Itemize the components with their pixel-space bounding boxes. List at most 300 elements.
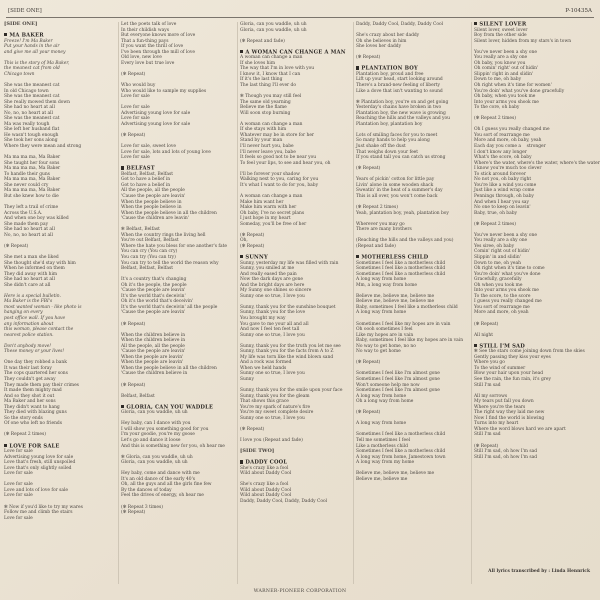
lyric-line: Oh baby, I've no secret plans — [240, 210, 305, 216]
lyric-line: Sunny, yesterday my life was filled with rain — [240, 260, 339, 266]
lyric-line: One day they robbed a bank — [4, 360, 67, 366]
lyric-line: (Repeat and fade) — [356, 243, 396, 249]
lyric-line: Sometimes I feel like a motherless child — [356, 432, 446, 438]
lyric-line: Wild about Daddy Cool — [240, 471, 292, 477]
lyric-line: Plantation boy, the new wave is growing — [356, 110, 446, 116]
lyric-line: Follow me and climb the stairs — [4, 510, 73, 516]
lyric-line: 'Cause the people are leavin' — [121, 288, 186, 294]
lyric-line: Ma ma ma ma, Ma Baker — [4, 188, 61, 194]
lyric-line: Just shake off the dust — [356, 144, 406, 150]
lyric-line: He wasn't tough enough — [4, 132, 59, 138]
lyric-line: Oh I guess you really changed me — [474, 127, 550, 133]
lyric-line: Hey baby, come and dance with me — [121, 471, 200, 477]
lyric-line: Ma ma ma ma, Ma Baker — [4, 155, 61, 161]
song-title: MA BAKER — [4, 33, 114, 39]
lyric-line: You really are a shy one — [474, 238, 528, 244]
lyric-line: Love for sale — [121, 94, 150, 100]
lyric-line: Yes siree, oh baby — [474, 243, 515, 249]
lyric-line: Love for sale — [4, 482, 33, 488]
lyric-line: She took her sons along — [4, 138, 58, 144]
lyric-line: Still I'm sad — [474, 432, 501, 438]
lyric-line: Belfast, Belfast, Belfast — [121, 266, 174, 272]
lyric-line: ✻ Gloria, can you waddle, uh uh — [121, 454, 193, 460]
lyric-line: No way to get home, no no — [356, 343, 416, 349]
lyric-line: ✻ Belfast, Belfast — [121, 227, 160, 233]
lyric-line: ✻ Now if you'd like to try my wares — [4, 504, 83, 510]
column-divider — [118, 22, 119, 584]
lyric-line: The last thing I'll ever do — [240, 83, 296, 89]
lyric-line: You brought my way — [240, 315, 286, 321]
lyric-line: Plantation boy, plantation boy — [356, 121, 423, 127]
lyric-line: To the core, oh baby — [474, 105, 520, 111]
lyric-line: Belfast, Belfast, Belfast — [121, 171, 174, 177]
lyric-line: nearest police station. — [4, 332, 54, 338]
lyric-line: You really are a shy one — [474, 55, 528, 61]
song-title: GLORIA, CAN YOU WADDLE — [121, 405, 231, 411]
lyric-line: (✻ Repeat) — [356, 55, 381, 61]
lyric-line: A woman can change a man — [240, 193, 303, 199]
lyric-line: Like my hopes are in vain — [356, 332, 414, 338]
lyric-line: When he informed on them — [4, 266, 65, 272]
lyric-line: Gently passing they kiss your eyes — [474, 354, 551, 360]
lyric-line: I'll never hurt you, babe — [240, 144, 294, 150]
lyrics-column-5 — [474, 21, 600, 584]
lyric-line: They couldn't get away — [4, 377, 56, 382]
lyric-line: Love for sale — [4, 515, 33, 521]
column-divider — [353, 22, 354, 584]
lyric-line: They didn't want to hang — [4, 404, 60, 410]
lyric-line: Sunny one so true, I love you — [240, 293, 305, 299]
lyric-line: There's a brand-new feeling of liberty — [356, 83, 441, 89]
song-title: BELFAST — [121, 166, 231, 172]
lyric-line: So many hands to help you along — [356, 138, 430, 144]
lyric-line: Walking next to you, caring for you — [240, 177, 319, 183]
lyric-line: She thought she'd stay with him — [4, 260, 76, 266]
lyric-line: Believe me the flame — [240, 105, 287, 111]
lyric-line: To handle their guns — [4, 171, 50, 177]
lyric-line: Turns into my heart — [474, 421, 519, 427]
lyric-line: She never could cry — [4, 182, 49, 188]
lyric-line: Oh comin' right' out of hidin' — [474, 66, 539, 72]
lyric-line: Like a dove that isn't wanting to sound — [356, 88, 443, 94]
lyric-line: 'Cause the people are leavin' — [121, 193, 186, 199]
lyric-line: Got to have a belief in — [121, 182, 171, 188]
lyric-line: Got to have a belief in — [121, 177, 171, 183]
song-title: LOVE FOR SALE — [4, 444, 114, 450]
lyric-line: (✻ Repeat) — [121, 71, 146, 77]
lyric-line: A long way from home — [356, 277, 407, 283]
lyric-line: Where the hate you bless for one another's fate — [121, 243, 227, 249]
side-one-label: [SIDE ONE] — [8, 8, 42, 14]
lyric-line: When the children believe in — [121, 338, 186, 344]
lyric-line: And now I feel ten feet tall — [240, 327, 300, 333]
lyric-line: She's crazy like a fool — [240, 465, 289, 471]
lyric-line: What's the score, oh baby — [474, 155, 532, 161]
lyric-line: You can cry (You can cry) — [121, 249, 178, 255]
lyric-line: Slippin' in and slidin' — [474, 254, 521, 260]
lyric-line: Hey baby, can I dance with you — [121, 421, 191, 427]
lyric-line: Years of pickin' cotton for little pay — [356, 177, 435, 183]
lyric-line: It made them mighty mad — [4, 388, 62, 394]
lyric-line: Love that's fresh, still unspoiled — [4, 460, 76, 466]
lyric-line: The cops quartered her sons — [4, 371, 68, 377]
lyric-line: A woman can change a man — [240, 55, 303, 61]
lyric-line: Sometimes I feel like a motherless child — [356, 449, 446, 455]
lyric-line: Wild about Daddy Cool — [240, 493, 292, 499]
lyric-line: Daddy, Daddy Cool, Daddy, Daddy Cool — [240, 499, 328, 505]
lyric-line: Let's go and dance it loose — [121, 438, 181, 444]
lyric-line: I will show you something good for you — [121, 426, 209, 432]
lyric-line: And really eased the pain — [240, 271, 297, 277]
lyric-line: (✻ Repeat) — [240, 426, 265, 432]
lyric-line: She made them pay — [4, 221, 49, 227]
lyric-line: I know it, I know that I can — [240, 71, 301, 77]
lyric-line: Sometimes I feel like I'm almost gone — [356, 388, 440, 394]
lyric-line: Make him want her — [240, 199, 284, 205]
song-title: STILL I'M SAD — [474, 344, 584, 350]
lyric-line: Sweatin' in the heat of a summer's day — [356, 188, 443, 194]
lyric-line: Plantation boy, proud and free — [356, 71, 424, 77]
lyric-line: Love for sale — [4, 449, 33, 455]
lyric-line: You can try (You can try) — [121, 254, 176, 260]
lyric-line: Believe me, believe me, believe me — [356, 293, 435, 299]
lyric-line: Sometimes I feel like my hopes are in vain — [356, 321, 451, 327]
lyric-line: Gracefully, gracefully — [474, 277, 522, 283]
lyric-line: It's an old dance of the early 40's — [121, 476, 196, 482]
lyric-line: Sunny, thank you for the facts from A to Z — [240, 349, 334, 355]
lyric-line: Ma was really tough — [4, 121, 50, 127]
lyric-line: All the people, all the people — [121, 343, 185, 349]
lyric-line: When the children believe in — [121, 332, 186, 338]
lyric-line: Oh baby, you know you — [474, 60, 526, 66]
lyric-line: This is the story of Ma Baker, — [4, 60, 70, 66]
lyric-line: No way to get home — [356, 349, 401, 355]
lyric-line: Across the U.S.A. — [4, 210, 43, 216]
lyric-line: Just like a wind wrap come — [474, 188, 535, 194]
lyric-line: Gloria, can you waddle, uh uh — [121, 410, 188, 416]
lyric-line: My life was torn like the wind blown sand — [240, 354, 334, 360]
song-title: SUNNY — [240, 255, 350, 261]
lyric-line: No, no, no heart at all — [4, 232, 53, 238]
lyric-line: Yesterday's chains have broken in two — [356, 105, 442, 111]
lyric-line: (✻ Repeat) — [240, 243, 265, 249]
lyric-line: Love for sale — [4, 471, 33, 477]
lyric-line: Sunny, thank you for the sunshine bouquet — [240, 304, 336, 310]
lyric-line: To feel your lips, to see and hear you, oh — [240, 160, 331, 166]
lyric-line: Where you go — [474, 360, 505, 366]
lyric-line: (Reaching the hills and the valleys and you) — [356, 238, 454, 244]
lyric-line: It's what I want to do for you, baby — [240, 182, 319, 188]
lyric-line: Oh oooh sometimes I feel — [356, 327, 413, 333]
lyric-line: Mm, a long way from home — [356, 282, 417, 288]
lyric-line: She really mowed them down — [4, 99, 70, 105]
lyric-line: Where the word blows hard we are apart — [474, 426, 566, 432]
lyric-line: Each day you come a stronger — [474, 144, 546, 150]
lyric-line: Love for sale — [121, 116, 150, 122]
lyric-line: Where's the water, where's the water, where's the water — [474, 160, 600, 166]
lyric-line: I'll never leave you, babe — [240, 149, 296, 155]
lyric-line: Love for sale, sweet love — [121, 144, 176, 150]
lyric-line: Who would buy — [121, 83, 156, 89]
lyric-line: If you want the thrill of love — [121, 44, 184, 50]
lyric-line: She was the meanest cat — [4, 116, 60, 122]
lyric-line: It was their last foray — [4, 365, 52, 371]
lyric-line: You sort of rearrange me — [474, 132, 530, 138]
lyric-line: See the rain, the fun rain, it's grey — [474, 377, 551, 382]
lyric-line: post office wall. If you have — [4, 315, 66, 321]
lyric-line: By the dances of today — [121, 487, 172, 493]
lyric-line: Believe me, believe me — [356, 476, 408, 482]
lyric-line: Baby, sometimes I feel like my hopes are in vain — [356, 338, 464, 344]
lyric-line: If she stays with him — [240, 127, 287, 133]
lyric-line: Into your arms you shook me — [474, 288, 539, 294]
lyric-line: She had no heart at all — [4, 227, 55, 233]
lyric-line: You're my sweet complete desire — [240, 410, 314, 416]
lyric-line: Advertising young love for sale — [4, 454, 74, 460]
lyric-line: She taught her four sons — [4, 160, 60, 166]
lyric-line: She left her husband flat — [4, 127, 60, 133]
lyric-line: You're out Belfast, Belfast — [121, 238, 179, 244]
lyric-line: Wherever you may go — [356, 221, 405, 227]
lyric-line: No, no, no heart at all — [4, 110, 53, 116]
lyric-line: Wild about Daddy Cool — [240, 487, 292, 493]
sheet-header — [8, 6, 592, 16]
lyric-line: Reaching the hills and the valleys and you — [356, 116, 450, 122]
side-heading: [SIDE ONE] — [4, 21, 38, 27]
lyric-line: You're doin' what you've done gracefully — [474, 88, 565, 94]
lyric-line: (✻ Repeat 2 times) — [474, 221, 516, 227]
lyric-line: Of one who left no friends — [4, 421, 62, 427]
lyric-line: Livin' alone in some wooden shack — [356, 182, 434, 188]
lyric-line: No not you, oh baby right — [474, 177, 532, 183]
song-title: A WOMAN CAN CHANGE A MAN — [240, 50, 350, 56]
lyric-line: A long way from my home — [356, 460, 415, 466]
lyric-line: Tell me sometimes I feel — [356, 438, 411, 444]
lyric-line: Love for sale — [121, 105, 150, 111]
lyric-line: More and more, oh yeah — [474, 310, 529, 316]
lyric-line: (✻ Repeat 2 times) — [356, 205, 398, 211]
lyric-line: I guess you really changed me — [474, 299, 542, 305]
lyric-line: A long way from home — [356, 310, 407, 316]
lyric-line: In their childish ways — [121, 27, 169, 33]
lyric-line: Like a motherless child — [356, 443, 408, 449]
lyric-line: All my sorrows — [474, 393, 508, 399]
lyric-line: You're my spark of nature's fire — [240, 404, 311, 410]
lyric-line: Silent lover, sweet lover — [474, 27, 528, 33]
lyric-line: (✻ Repeat and fade) — [240, 38, 285, 44]
lyric-line: I'm your goodie, you're my goose — [121, 432, 195, 438]
lyric-line: But she knew how to die — [4, 193, 59, 199]
lyric-line: 'Cause the people are leavin' — [121, 349, 186, 355]
lyric-line: ✻ Though you may still feel — [240, 94, 302, 100]
song-title: MOTHERLESS CHILD — [356, 255, 466, 261]
lyric-line: Pennings through, oh baby — [474, 193, 534, 199]
lyric-line: (✻ Repeat) — [474, 321, 499, 327]
lyric-line: Silent lover, hidden from my stars's in town — [474, 38, 572, 44]
lyric-line: Oh, all the guys and all the girls fine few — [121, 482, 212, 488]
header-rule — [6, 17, 594, 18]
lyric-line: Belfast, Belfast — [121, 393, 155, 399]
lyric-line: Oh baby, when you took me — [474, 94, 536, 100]
lyric-line: (✻ Repeat) — [121, 510, 146, 516]
lyric-line: Love for sale — [121, 155, 150, 161]
lyric-line: Oh right when it's time for women' — [474, 83, 552, 89]
lyric-line: Sunny one so true, I love you — [240, 371, 305, 377]
lyric-line: Love for sale — [4, 493, 33, 499]
lyric-line: You sort of rearrange me — [474, 304, 530, 310]
song-title: DADDY COOL — [240, 460, 350, 466]
lyric-line: I'll be forever your shadow — [240, 171, 300, 177]
lyric-line: (✻ Repeat) — [121, 321, 146, 327]
lyric-line: When the country rings the living hell — [121, 232, 206, 238]
column-divider — [471, 22, 472, 584]
lyric-line: Yeah, plantation boy, yeah, plantation boy — [356, 210, 449, 216]
lyric-line: (✻ Repeat) — [121, 382, 146, 388]
lyric-line: Still I'm sad — [474, 382, 501, 388]
lyrics-column-3 — [240, 22, 350, 584]
song-title: PLANTATION BOY — [356, 66, 466, 72]
lyric-line: The same old yearning — [240, 99, 291, 105]
lyric-line: Ma ma ma ma, Ma Baker — [4, 177, 61, 183]
publisher-footer: WARNER-PIONEER CORPORATION — [253, 589, 347, 594]
lyric-line: When the people are leavin' — [121, 360, 184, 366]
lyric-line: More and more, oh baby, yeah — [474, 138, 542, 144]
lyric-line: Oh it's the people, the people — [121, 282, 187, 288]
lyric-line: It's the world that's deceivin' — [121, 293, 186, 299]
lyric-line: Every love but true love — [121, 60, 175, 66]
lyric-line: It's a country that's changing — [121, 277, 187, 283]
lyric-line: They died with blazing guns — [4, 410, 67, 416]
lyric-line: (✻ Repeat) — [240, 232, 265, 238]
lyric-line: Where they were mean and strong — [4, 144, 82, 150]
lyric-line: Sunny — [240, 377, 254, 382]
lyric-line: All night — [474, 332, 494, 338]
lyric-line: A woman can change a man — [240, 121, 303, 127]
lyric-line: When we held hands — [240, 365, 287, 371]
lyric-line: Who would like to sample my supplies — [121, 88, 207, 94]
lyric-line: Still I'm sad, oh how I'm sad — [474, 454, 538, 460]
lyric-line: That shows this grace — [240, 399, 289, 405]
lyric-line: Freeze! I'm Ma Baker — [4, 38, 53, 44]
lyric-line: That a fun-thing pays — [121, 38, 169, 44]
lyric-line: Ma ma ma ma, Ma Baker — [4, 166, 61, 172]
lyric-line: Oh right when it's time to come — [474, 266, 545, 272]
lyric-line: When the people believe in — [121, 199, 182, 205]
lyric-line: Sometimes I feel like I'm almost gone — [356, 371, 440, 377]
lyric-line: Ma Baker is the FBI's — [4, 299, 53, 305]
lyric-line: Down to me, oh yeah — [474, 260, 521, 266]
lyric-line: You're like a wind you come — [474, 182, 537, 188]
lyric-line: 'Cause the children are leavin' — [121, 216, 189, 222]
lyric-line: any information about — [4, 321, 54, 327]
lyric-line: This is all over, you won't come back — [356, 193, 438, 199]
lyric-line: You're doin' what you've done — [474, 271, 541, 277]
lyric-line: No one to keep on leavin' — [474, 205, 531, 211]
song-title: SILENT LOVER — [474, 22, 584, 28]
lyric-line: Love and lots of love for sale — [4, 487, 68, 493]
lyric-line: most wanted woman - like photo is — [4, 304, 82, 310]
lyric-line: When the people believe in all the children — [121, 210, 217, 216]
lyric-line: (✻ Repeat) — [356, 410, 381, 416]
lyric-line: (✻ Repeat) — [4, 243, 29, 249]
lyric-line: Slippin' right in and slidin' — [474, 71, 534, 77]
lyric-line: and give me all your money — [4, 49, 66, 55]
lyric-line: To the score, to the score — [474, 293, 531, 299]
lyric-line: ✻ See the stars come joining down from the skies — [474, 349, 585, 355]
lyric-line: Don't anybody move! — [4, 343, 52, 349]
lyric-line: (✻ Repeat) — [121, 132, 146, 138]
lyric-line: I've been through the mill of love — [121, 49, 195, 55]
lyric-line: When the people believe in — [121, 205, 182, 211]
lyric-line: this woman, please contact the — [4, 327, 74, 333]
lyric-line: Boy from the other side — [474, 33, 527, 39]
column-divider — [237, 22, 238, 584]
lyric-line: the meanest cat from old — [4, 66, 60, 72]
lyric-line: Sunny, thank you for the gleam — [240, 393, 310, 399]
lyrics-column-4 — [356, 22, 466, 584]
lyric-line: You've never been a shy one — [474, 49, 537, 55]
lyric-line: If you stand tall you can catch us strong — [356, 155, 446, 161]
lyric-line: So the story ends — [4, 415, 43, 421]
lyric-line: To the wind of summer — [474, 365, 526, 371]
lyric-line: Believe me, believe me, believe me — [356, 299, 435, 305]
lyric-line: Advertising young love for sale — [121, 121, 191, 127]
lyric-line: (✻ Repeat 3 times) — [121, 504, 163, 510]
lyric-line: Sometimes I feel like a motherless child — [356, 271, 446, 277]
lyric-line: Lift up your head, start looking around — [356, 77, 443, 83]
lyric-line: Where you're the tears — [474, 404, 526, 410]
lyric-line: In old Chicago town — [4, 88, 49, 94]
lyric-line: I love you (Repeat and fade) — [240, 438, 303, 444]
lyrics-column-2 — [121, 22, 231, 584]
lyric-line: Sunny one so true, I love you — [240, 332, 305, 338]
lyrics-credit: All lyrics transcribed by : Linda Hennrick — [488, 569, 590, 574]
lyric-line: Make him warm with her — [240, 205, 297, 211]
lyric-line: Love for sale, lots and lots of young love — [121, 149, 211, 155]
lyric-line: Now I find the world is blowing — [474, 415, 545, 421]
side-heading: [SIDE TWO] — [240, 448, 275, 455]
lyric-line: If she loves him — [240, 60, 276, 66]
lyric-line: You gave to me your all and all — [240, 321, 309, 327]
lyric-line: These money or your lives! — [4, 349, 65, 355]
lyric-line: A long way from home — [356, 393, 407, 399]
lyric-line: Gloria, can you waddle, uh uh — [240, 22, 307, 27]
lyric-line: And when one boy was killed — [4, 216, 69, 222]
lyric-line: 'Cause the children believe in — [121, 371, 188, 377]
lyric-line: She had no heart at all — [4, 105, 55, 111]
lyric-line: Comin' right out of hidin' — [474, 249, 531, 255]
lyric-line: Still I'm sad, oh how I'm sad — [474, 449, 538, 455]
lyric-line: But everyone knows more of love — [121, 33, 196, 39]
lyric-line: Will soon stop burning — [240, 110, 291, 116]
lyric-line: Baby, sometimes I feel like a motherless child — [356, 304, 458, 310]
lyric-line: They did away with him — [4, 271, 58, 277]
lyric-line: Sunny, you smiled at me — [240, 266, 295, 272]
lyric-line: They left a trail of crime — [4, 205, 59, 211]
lyric-line: Ma Baker and her sons — [4, 399, 56, 405]
lyric-line: You can try to tell the world the reason why — [121, 260, 219, 266]
lyric-line: ✻ Plantation boy, you're on and get going — [356, 99, 449, 105]
lyric-line: And a rock was formed — [240, 360, 292, 366]
lyric-line: She had no heart at all — [4, 277, 55, 283]
lyric-line: I don't know any longer — [474, 149, 527, 155]
lyric-line: And so they shot it out — [4, 393, 55, 399]
lyric-line: She's crazy like a fool — [240, 482, 289, 488]
lyric-line: Old love, new love — [121, 55, 162, 61]
lyric-line: I just hope in my heart — [240, 216, 291, 222]
lyric-line: Whatever may be in store for her — [240, 132, 315, 138]
lyric-line: She was the meanest cat — [4, 83, 60, 89]
